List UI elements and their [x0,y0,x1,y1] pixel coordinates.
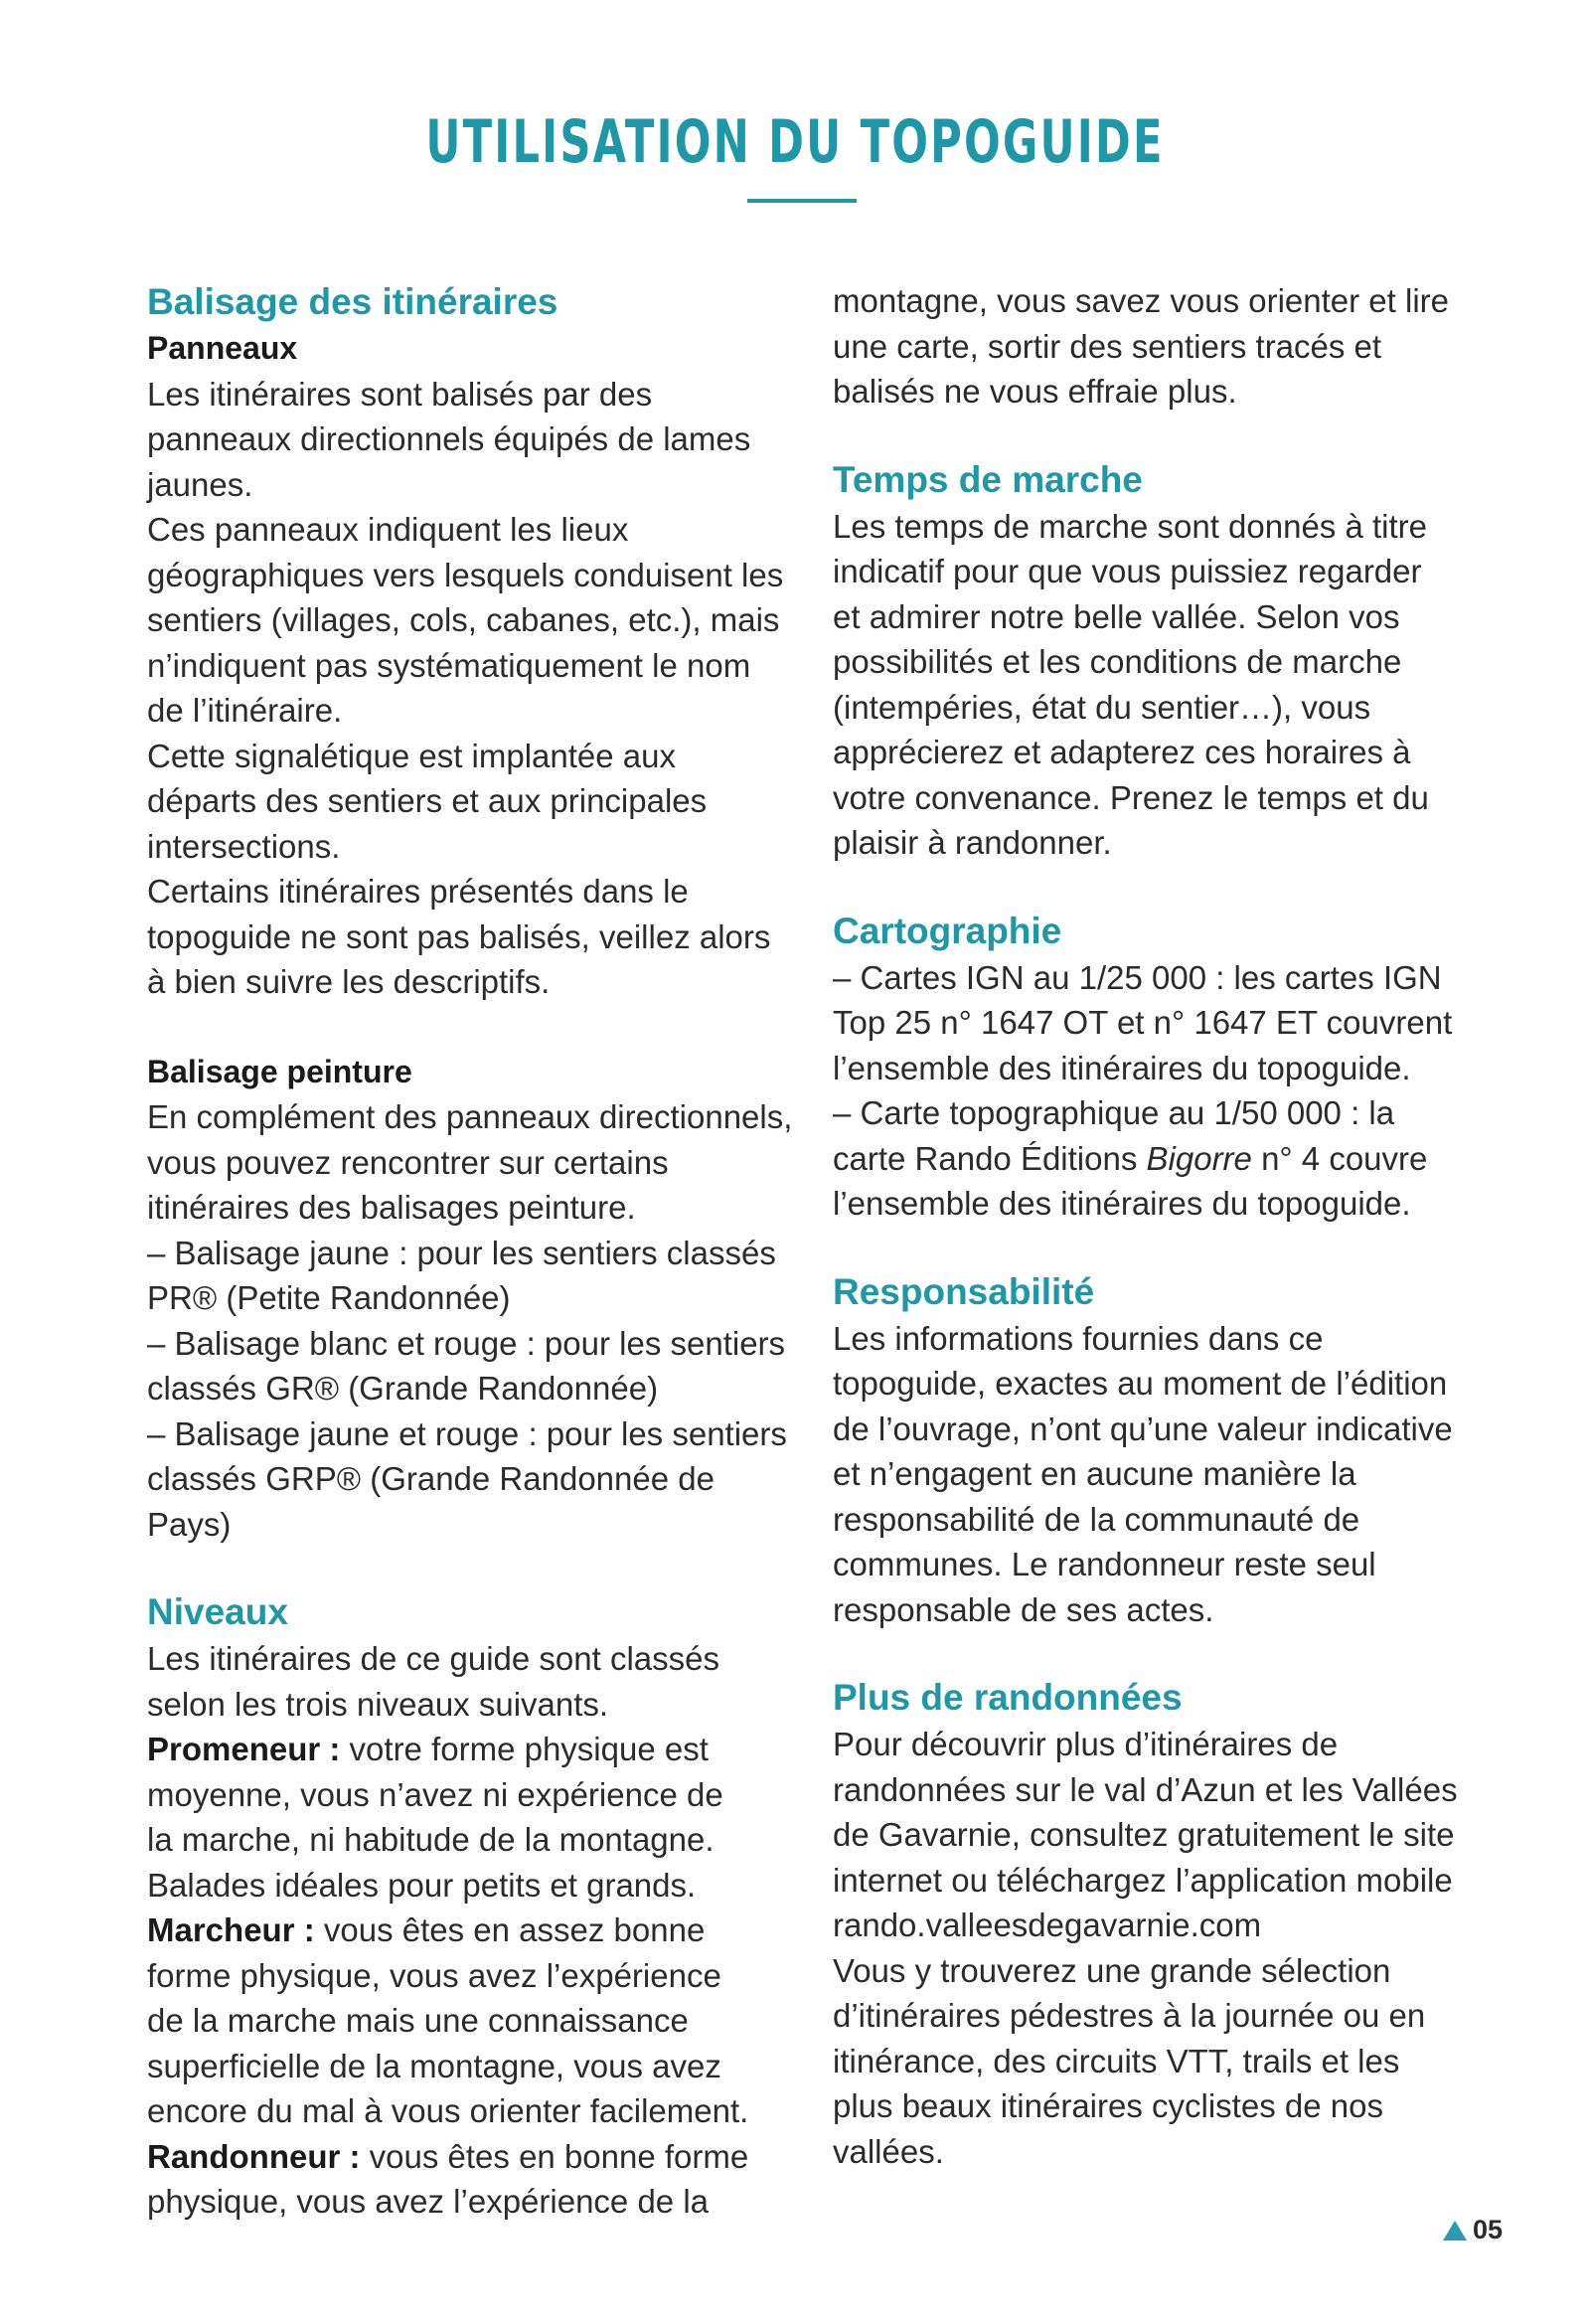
text-line: Les itinéraires sont balisés par des [147,375,653,413]
text-line: responsabilité de la communauté de [833,1500,1360,1538]
text-line: itinéraires des balisages peinture. [147,1189,636,1226]
temps-heading: Temps de marche [833,458,1143,500]
text-line: panneaux directionnels équipés de lames [147,420,751,457]
text-line: et admirer notre belle vallée. Selon vos [833,597,1400,635]
text-line: Certains itinéraires présentés dans le [147,873,689,910]
text-line: vallées. [833,2132,944,2170]
text-line: géographiques vers lesquels conduisent les [147,556,784,593]
text-line: PR® (Petite Randonnée) [147,1279,511,1316]
text-line: (intempéries, état du sentier…), vous [833,688,1371,726]
text-line: topoguide, exactes au moment de l’édition [833,1365,1448,1402]
text-line: apprécierez et adapterez ces horaires à [833,734,1411,770]
text-line: indicatif pour que vous puissiez regarder [833,553,1422,589]
text-line: moyenne, vous n’avez ni expérience de [147,1775,723,1813]
responsabilite-heading: Responsabilité [833,1270,1095,1312]
text-line: Les itinéraires de ce guide sont classés [147,1640,719,1677]
plus-randonnees-heading: Plus de randonnées [833,1677,1183,1718]
panneaux-text [147,372,793,1005]
niveaux-heading: Niveaux [147,1591,288,1632]
text-line: classés GR® (Grande Randonnée) [147,1370,659,1407]
website-link[interactable]: rando.valleesdegavarnie.com [833,1907,1262,1943]
text-line: forme physique, vous avez l’expérience [147,1956,721,1994]
text-line: internet ou téléchargez l’application mobile [833,1861,1453,1899]
text-line: Les informations fournies dans ce [833,1319,1324,1357]
text-line: de l’ouvrage, n’ont qu’une valeur indicative [833,1410,1453,1447]
text-line: de l’itinéraire. [147,692,343,729]
text-line: – Cartes IGN au 1/25 000 : les cartes IGN [833,958,1442,996]
text-line: intersections. [147,827,341,865]
text-line: – Balisage jaune et rouge : pour les sentiers [147,1414,787,1452]
text-line: communes. Le randonneur reste seul [833,1546,1376,1582]
text-line: randonnées sur le val d’Azun et les Vallées [833,1770,1458,1808]
text-line: vous pouvez rencontrer sur certains [147,1143,669,1181]
text-line: possibilités et les conditions de marche [833,643,1402,680]
text-line: superficielle de la montagne, vous avez [147,2047,721,2084]
text-line: Pour découvrir plus d’itinéraires de [833,1726,1339,1762]
peinture-subheading: Balisage peinture [147,1053,412,1089]
text-line: l’ensemble des itinéraires du topoguide. [833,1185,1411,1222]
text-line: physique, vous avez l’expérience de la [147,2183,710,2220]
text-line: classés GRP® (Grande Randonnée de Pays) [147,1460,715,1543]
responsabilite-text [833,1316,1479,1633]
text-line: Marcheur : vous êtes en assez bonne [147,1911,706,1948]
cartographie-text [833,955,1479,1227]
text-line: montagne, vous savez vous orienter et lire [833,282,1449,319]
text-line: Randonneur : vous êtes en bonne forme [147,2137,749,2175]
text-line: Les temps de marche sont donnés à titre [833,507,1427,545]
text-line: sentiers (villages, cols, cabanes, etc.), mais [147,601,780,638]
text-line: Cette signalétique est implantée aux [147,737,676,774]
continued-text [833,278,1479,415]
text-line: jaunes. [147,465,253,503]
text-line: votre convenance. Prenez le temps et du [833,778,1429,816]
text-line: – Carte topographique au 1/50 000 : la [833,1094,1395,1131]
text-line: Promeneur : votre forme physique est [147,1731,709,1767]
text-line: plus beaux itinéraires cyclistes de nos [833,2087,1383,2124]
text-line: une carte, sortir des sentiers tracés et [833,327,1382,365]
right-column [833,278,1479,2174]
text-line: En complément des panneaux directionnels, [147,1098,793,1135]
randonneur-label: Randonneur : [147,2137,361,2175]
panneaux-subheading: Panneaux [147,330,298,366]
page-number-text: 05 [1472,2215,1503,2244]
text-line: et n’engagent en aucune manière la [833,1455,1356,1492]
triangle-icon [1443,2221,1467,2241]
title-underline [747,199,857,203]
text-line: Balades idéales pour petits et grands. [147,1866,697,1904]
marcheur-label: Marcheur : [147,1911,315,1948]
page-title: UTILISATION DU TOPOGUIDE [425,107,1165,177]
text-line: départs des sentiers et aux principales [147,782,708,819]
text-line: – Balisage blanc et rouge : pour les sentiers [147,1324,786,1362]
text-line: de la marche mais une connaissance [147,2002,689,2039]
text-line: encore du mal à vous orienter facilement. [147,2092,749,2129]
balisage-heading: Balisage des itinéraires [147,281,558,322]
text-line: – Balisage jaune : pour les sentiers classés [147,1234,776,1271]
text-line: n’indiquent pas systématiquement le nom [147,646,751,684]
cartographie-heading: Cartographie [833,910,1062,951]
text-line: à bien suivre les descriptifs. [147,963,551,1000]
bigorre-italic: Bigorre [1146,1139,1252,1177]
text-line: plaisir à randonner. [833,824,1112,861]
left-column [147,278,793,2225]
promeneur-label: Promeneur : [147,1731,341,1767]
text-line: Ces panneaux indiquent les lieux [147,511,629,548]
text-line: l’ensemble des itinéraires du topoguide. [833,1049,1411,1086]
text-line: selon les trois niveaux suivants. [147,1685,609,1723]
text-line: de Gavarnie, consultez gratuitement le site [833,1816,1455,1853]
page-number [1443,2215,1503,2245]
text-line: balisés ne vous effraie plus. [833,373,1237,410]
peinture-text [147,1094,793,1547]
temps-text [833,504,1479,866]
text-line: la marche, ni habitude de la montagne. [147,1821,715,1858]
text-line: topoguide ne sont pas balisés, veillez alors [147,917,771,955]
niveaux-text [147,1636,793,2225]
text-line: itinérance, des circuits VTT, trails et les [833,2042,1400,2079]
text-line: d’itinéraires pédestres à la journée ou en [833,1997,1426,2034]
plus-randonnees-text [833,1722,1479,2174]
text-line: carte Rando Éditions Bigorre n° 4 couvre [833,1139,1428,1177]
text-line: Vous y trouverez une grande sélection [833,1951,1391,1989]
text-line: responsable de ses actes. [833,1590,1214,1628]
text-line: Top 25 n° 1647 OT et n° 1647 ET couvrent [833,1004,1453,1041]
